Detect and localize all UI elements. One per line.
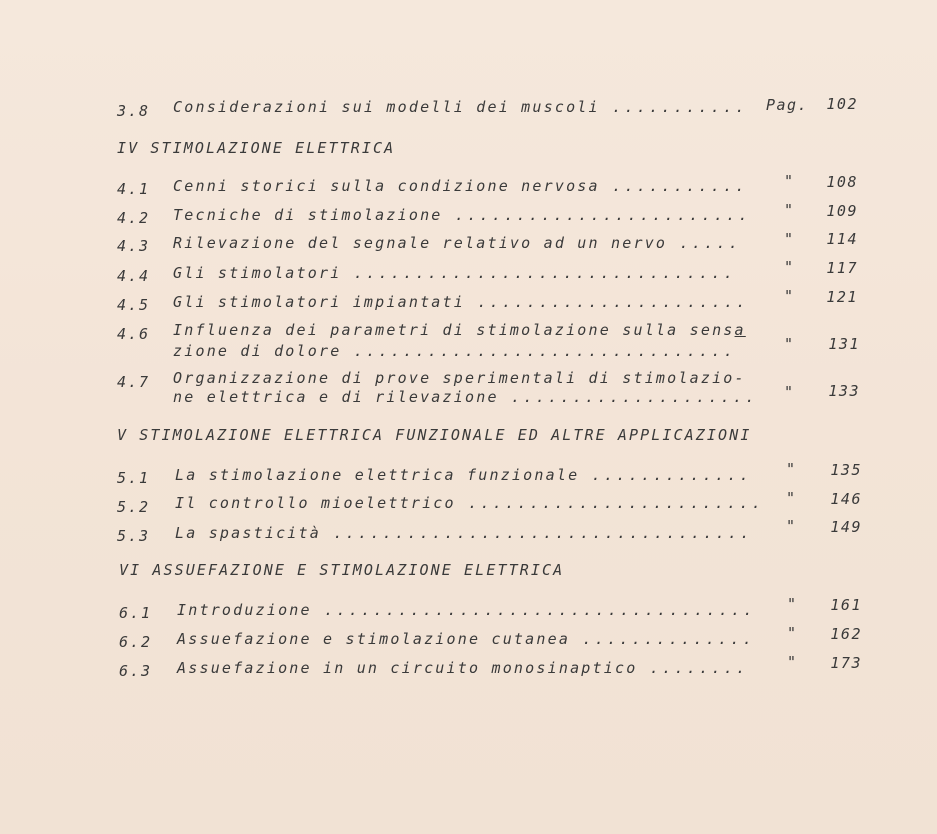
page-number: 114 [826,230,858,248]
entry-number: 4.7 [117,373,151,391]
page-marker: " [784,172,794,190]
entry-title: Assuefazione e stimolazione cutanea .............. [177,630,756,648]
entry-number: 4.5 [117,296,151,314]
entry-title-line1: Influenza dei parametri di stimolazione sulla sensa [173,321,746,339]
entry-number: 4.6 [117,325,151,343]
page-marker: Pag. [766,96,809,114]
entry-title: Considerazioni sui modelli dei muscoli ........... [173,98,748,116]
entry-title: Il controllo mioelettrico ........................ [175,494,765,512]
page-marker: " [784,258,794,276]
page-marker: " [786,460,796,478]
page-number: 108 [826,173,858,191]
entry-number: 4.1 [117,180,151,198]
page-number: 161 [830,596,862,614]
entry-number: 6.2 [119,633,153,651]
entry-title: Rilevazione del segnale relativo ad un nervo ..... [173,234,742,252]
page-number: 149 [830,518,862,536]
entry-title: Gli stimolatori impiantati ...................... [173,293,749,311]
entry-title: Introduzione ................................... [177,601,756,619]
entry-title-line2: ne elettrica e di rilevazione .................... [173,388,758,406]
entry-number: 5.1 [117,469,151,487]
page-number: 162 [830,625,862,643]
page-number: 121 [826,288,858,306]
page-number: 173 [830,654,862,672]
page-number: 133 [828,382,860,400]
entry-title: La stimolazione elettrica funzionale ............. [175,466,752,484]
page-number: 102 [826,95,858,113]
section-heading: VI ASSUEFAZIONE E STIMOLAZIONE ELETTRICA [119,561,565,579]
page-number: 146 [830,490,862,508]
page-marker: " [784,230,794,248]
section-heading: V STIMOLAZIONE ELETTRICA FUNZIONALE ED ALTRE APPLICAZIONI [117,426,752,444]
page-marker: " [787,624,797,642]
entry-title: Gli stimolatori ............................... [173,264,737,282]
page-number: 109 [826,202,858,220]
entry-number: 5.2 [117,498,151,516]
entry-number: 3.8 [117,102,151,120]
entry-title-line1: Organizzazione di prove sperimentali di stimolazio- [173,369,746,387]
entry-number: 6.1 [119,604,153,622]
page-number: 117 [826,259,858,277]
entry-number: 6.3 [119,662,153,680]
page-number: 135 [830,461,862,479]
entry-title: Cenni storici sulla condizione nervosa ........... [173,177,748,195]
entry-number: 5.3 [117,527,151,545]
page-marker: " [786,489,796,507]
page-marker: " [787,653,797,671]
entry-number: 4.4 [117,267,151,285]
entry-number: 4.2 [117,209,151,227]
entry-title: Tecniche di stimolazione ........................ [173,206,751,224]
entry-number: 4.3 [117,237,151,255]
entry-title: La spasticità .................................. [175,524,753,542]
page-marker: " [786,517,796,535]
page-marker: " [787,595,797,613]
page-marker: " [784,335,794,353]
page-number: 131 [828,335,860,353]
entry-title: Assuefazione in un circuito monosinaptico ........ [177,659,749,677]
section-heading: IV STIMOLAZIONE ELETTRICA [117,139,396,157]
page-marker: " [784,287,794,305]
entry-title-line2: zione di dolore ............................... [173,342,737,360]
page-marker: " [784,201,794,219]
page-marker: " [784,383,794,401]
